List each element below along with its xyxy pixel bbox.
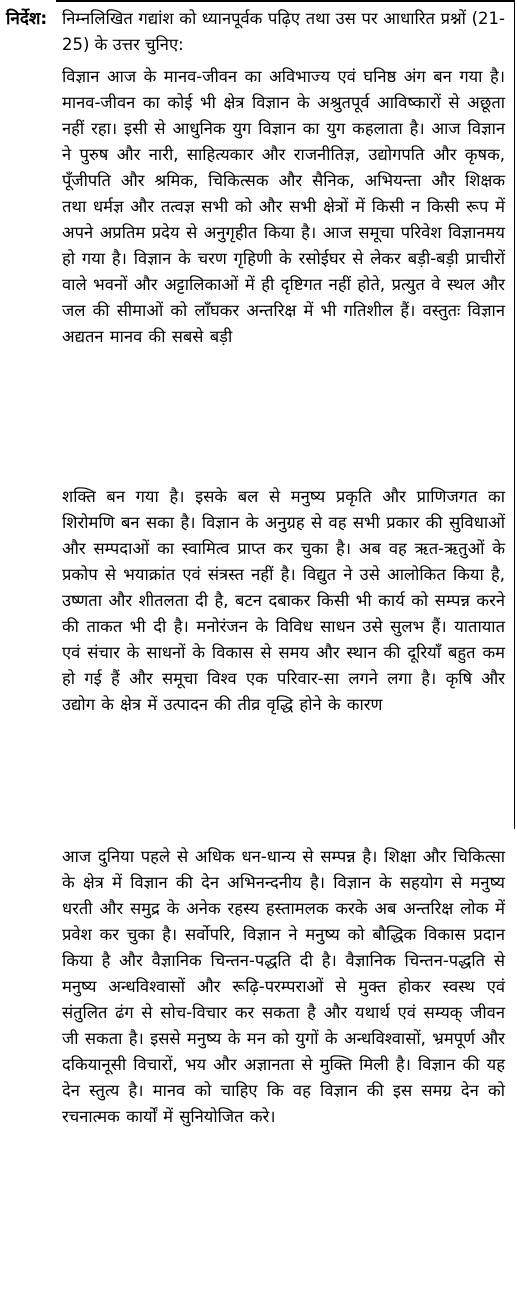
passage-paragraph-3: आज दुनिया पहले से अधिक धन-धान्य से सम्पन्न है। शिक्षा और चिकित्सा के क्षेत्र में विज्ञान की देन अभिनन्दनीय है। विज्ञान के सहयोग से मनुष्य धरती और समुद्र के अनेक रहस्य हस्तामलक करके अब अन्तरिक्ष लोक में प्रवेश कर चुका है। सर्वोपरि, विज्ञान ने मनुष्य को बौद्धिक विकास प्रदान किया है और वैज्ञानिक चिन्तन-पद्धति दी है। वैज्ञानिक चिन्तन-पद्धति से मनुष्य अन्धविश्वासों और रूढ़ि-परम्पराओं से मुक्त होकर स्वस्थ एवं संतुलित ढंग से सोच-विचार कर सकता है और यथार्थ एवं सम्यक् जीवन जी सकता है। इससे मनुष्य के मन को युगों के अन्धविश्वासों, भ्रमपूर्ण और दकियानूसी विचारों, भय और अज्ञानता से मुक्ति मिली है। विज्ञान की यह देन स्तुत्य है। मानव को चाहिए कि वह विज्ञान की इस समग्र देन को रचनात्मक कार्यों में सुनियोजित करे। — [62, 847, 505, 1126]
passage-section-2 — [0, 484, 517, 829]
passage-section-3 — [0, 844, 517, 1310]
passage-section-1 — [0, 0, 517, 484]
passage-paragraph-1: विज्ञान आज के मानव-जीवन का अविभाज्य एवं घनिष्ठ अंग बन गया है। मानव-जीवन का कोई भी क्षेत्र विज्ञान के अश्रुतपूर्व आविष्कारों से अछूता नहीं रहा। इसी से आधुनिक युग विज्ञान का युग कहलाता है। आज विज्ञान ने पुरुष और नारी, साहित्यकार और राजनीतिज्ञ, उद्योगपति और कृषक, पूँजीपति और श्रमिक, चिकित्सक और सैनिक, अभियन्ता और शिक्षक तथा धर्मज्ञ और तत्वज्ञ सभी को और सभी क्षेत्रों में किसी न किसी रूप में अपने अप्रतिम प्रदेय से अनुगृहीत किया है। आज समूचा परिवेश विज्ञानमय हो गया है। विज्ञान के चरण गृहिणी के रसोईघर से लेकर बड़ी-बड़ी प्राचीरों वाले भवनों और अट्टालिकाओं में ही दृष्टिगत नहीं होते, प्रत्युत वे स्थल और जल की सीमाओं को लाँघकर अन्तरिक्ष में भी गतिशील हैं। वस्तुतः विज्ञान अद्यतन मानव की सबसे बड़ी — [62, 67, 505, 346]
passage-paragraph-2: शक्ति बन गया है। इसके बल से मनुष्य प्रकृति और प्राणिजगत का शिरोमणि बन सका है। विज्ञान के अनुग्रह से वह सभी प्रकार की सुविधाओं और सम्पदाओं का स्वामित्व प्राप्त कर चुका है। अब वह ऋत-ऋतुओं के प्रकोप से भयाक्रांत एवं संत्रस्त नहीं है। विद्युत ने उसे आलोकित किया है, उष्णता और शीतलता दी है, बटन दबाकर किसी भी कार्य को सम्पन्न करने की ताकत भी दी है। मनोरंजन के विविध साधन उसे सुलभ हैं। यातायात एवं संचार के साधनों के विकास से समय और स्थान की दूरियाँ बहुत कम हो गई हैं और समूचा विश्व एक परिवार-सा लगने लगा है। कृषि और उद्योग के क्षेत्र में उत्पादन की तीव्र वृद्धि होने के कारण — [62, 487, 505, 714]
direction-label: निर्देश: — [6, 9, 48, 29]
instruction-text: निम्नलिखित गद्यांश को ध्यानपूर्वक पढ़िए तथा उस पर आधारित प्रश्नों (21-25) के उत्तर चुनिए: — [62, 9, 505, 54]
